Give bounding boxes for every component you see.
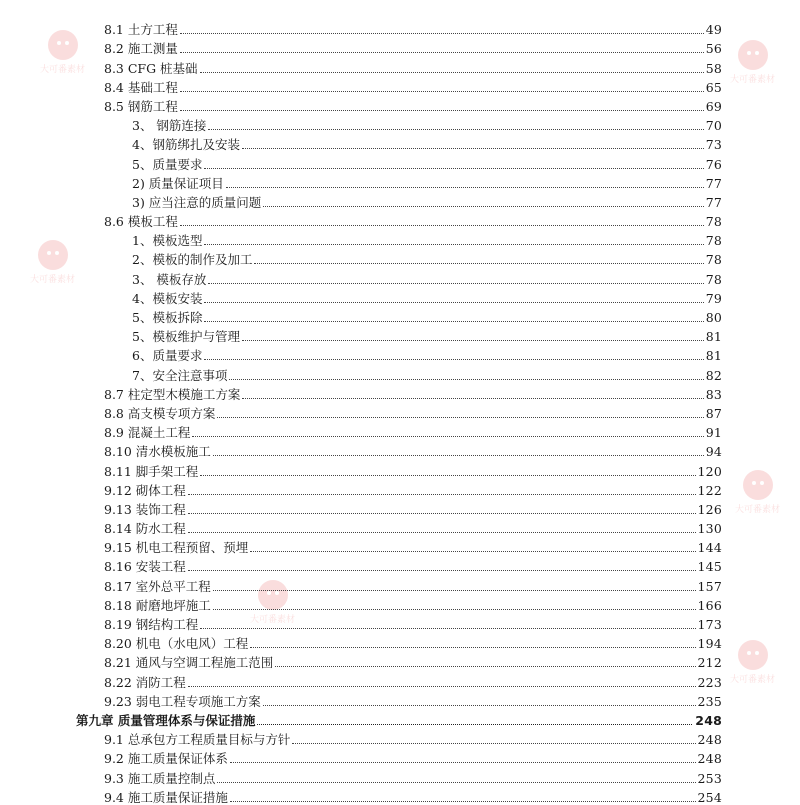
toc-entry[interactable] — [0, 76, 800, 95]
toc-dot-leader — [213, 455, 722, 456]
toc-entry[interactable] — [0, 18, 800, 37]
toc-dot-leader — [180, 225, 722, 226]
toc-dot-leader — [217, 782, 722, 783]
toc-entry[interactable] — [0, 766, 800, 785]
toc-page-number: 120 — [697, 463, 722, 479]
toc-dot-leader — [242, 398, 722, 399]
toc-dot-leader — [242, 148, 722, 149]
toc-page-number: 157 — [697, 578, 722, 594]
watermark-text: 大可番素材 — [30, 275, 76, 285]
toc-page-number: 78 — [705, 214, 722, 230]
toc-entry-label: 8.14 防水工程 — [104, 521, 186, 537]
toc-page-number: 73 — [705, 137, 722, 153]
toc-page-number: 78 — [705, 233, 722, 249]
toc-entry[interactable] — [0, 287, 800, 306]
toc-entry-label: 8.6 模板工程 — [104, 214, 178, 230]
toc-entry-label: 8.9 混凝土工程 — [104, 425, 191, 441]
toc-dot-leader — [200, 628, 722, 629]
toc-entry-label: 8.20 机电（水电风）工程 — [104, 636, 249, 652]
toc-entry[interactable] — [0, 152, 800, 171]
toc-entry[interactable] — [0, 402, 800, 421]
toc-entry[interactable] — [0, 574, 800, 593]
toc-entry[interactable] — [0, 306, 800, 325]
toc-page-number: 58 — [705, 60, 722, 76]
toc-dot-leader — [204, 321, 722, 322]
toc-entry-label: 9.1 总承包方工程质量目标与方针 — [104, 732, 291, 748]
toc-entry[interactable] — [0, 690, 800, 709]
toc-dot-leader — [230, 762, 722, 763]
toc-dot-leader — [217, 417, 722, 418]
toc-page-number: 122 — [697, 482, 722, 498]
toc-page-number: 79 — [705, 290, 722, 306]
toc-entry-label: 9.15 机电工程预留、预埋 — [104, 540, 249, 556]
toc-page-number: 94 — [705, 444, 722, 460]
toc-entry-label: 8.7 柱定型木模施工方案 — [104, 386, 241, 402]
toc-page-number: 145 — [697, 559, 722, 575]
toc-dot-leader — [230, 801, 722, 802]
toc-dot-leader — [226, 187, 722, 188]
toc-dot-leader — [188, 494, 722, 495]
toc-entry[interactable] — [0, 344, 800, 363]
toc-entry-label: 3、 模板存放 — [132, 271, 207, 287]
toc-dot-leader — [208, 129, 722, 130]
toc-dot-leader — [188, 532, 722, 533]
toc-page-number: 194 — [697, 636, 722, 652]
toc-entry-label: 8.18 耐磨地坪施工 — [104, 597, 211, 613]
toc-dot-leader — [250, 551, 722, 552]
toc-entry-label: 5、质量要求 — [132, 156, 203, 172]
toc-dot-leader — [180, 33, 722, 34]
toc-dot-leader — [192, 436, 722, 437]
watermark-text: 大可番素材 — [250, 615, 296, 625]
toc-dot-leader — [229, 379, 722, 380]
toc-page-number: 83 — [705, 386, 722, 402]
toc-dot-leader — [180, 52, 722, 53]
toc-page-number: 248 — [697, 732, 722, 748]
toc-entry-label: 9.12 砌体工程 — [104, 482, 186, 498]
toc-dot-leader — [263, 206, 722, 207]
toc-entry-label: 9.3 施工质量控制点 — [104, 770, 216, 786]
toc-entry[interactable] — [0, 56, 800, 75]
toc-entry[interactable] — [0, 133, 800, 152]
toc-page-number: 144 — [697, 540, 722, 556]
toc-entry[interactable] — [0, 229, 800, 248]
toc-page-number: 70 — [705, 118, 722, 134]
toc-entry[interactable] — [0, 651, 800, 670]
toc-entry-label: 8.3 CFG 桩基础 — [104, 60, 198, 76]
toc-dot-leader — [208, 283, 722, 284]
toc-page-number: 166 — [697, 597, 722, 613]
toc-page-number: 248 — [695, 712, 722, 728]
toc-entry-label: 8.17 室外总平工程 — [104, 578, 211, 594]
toc-page-number: 56 — [705, 41, 722, 57]
toc-entry[interactable] — [0, 555, 800, 574]
toc-page-number: 91 — [705, 425, 722, 441]
toc-dot-leader — [275, 666, 722, 667]
toc-entry-label: 8.2 施工测量 — [104, 41, 178, 57]
toc-page-number: 253 — [697, 770, 722, 786]
toc-entry-label: 3、 钢筋连接 — [132, 118, 207, 134]
toc-page-number: 173 — [697, 617, 722, 632]
toc-page-number: 69 — [705, 98, 722, 114]
toc-entry[interactable] — [0, 594, 800, 613]
toc-entry-label: 8.11 脚手架工程 — [104, 463, 199, 479]
toc-entry-label: 8.22 消防工程 — [104, 674, 186, 690]
toc-entry-label: 2、模板的制作及加工 — [132, 252, 253, 268]
toc-page-number: 76 — [705, 156, 722, 172]
toc-entry-label: 4、钢筋绑扎及安装 — [132, 137, 240, 153]
toc-entry[interactable] — [0, 479, 800, 498]
toc-entry-label: 4、模板安装 — [132, 290, 203, 306]
table-of-contents — [0, 18, 800, 805]
toc-entry-label: 8.4 基础工程 — [104, 79, 178, 95]
toc-page-number: 78 — [705, 252, 722, 268]
toc-entry-label: 8.10 清水模板施工 — [104, 444, 211, 460]
toc-dot-leader — [242, 340, 722, 341]
toc-page-number: 248 — [697, 751, 722, 767]
toc-dot-leader — [204, 244, 722, 245]
toc-page-number: 81 — [705, 329, 722, 345]
toc-dot-leader — [263, 705, 722, 706]
toc-entry-label: 9.23 弱电工程专项施工方案 — [104, 693, 261, 709]
toc-dot-leader — [250, 647, 722, 648]
toc-entry[interactable] — [0, 786, 800, 805]
toc-entry-label: 8.16 安装工程 — [104, 559, 186, 575]
toc-entry[interactable] — [0, 383, 800, 402]
toc-entry-label: 8.8 高支模专项方案 — [104, 405, 216, 421]
toc-entry-label: 9.13 装饰工程 — [104, 501, 186, 517]
toc-entry[interactable] — [0, 267, 800, 286]
toc-entry[interactable] — [0, 632, 800, 651]
toc-entry[interactable] — [0, 325, 800, 344]
toc-entry-label: 1、模板选型 — [132, 233, 203, 249]
toc-entry-label: 8.5 钢筋工程 — [104, 98, 178, 114]
watermark-text: 大可番素材 — [730, 75, 776, 85]
toc-entry[interactable] — [0, 37, 800, 56]
watermark-text: 大可番素材 — [40, 65, 86, 75]
toc-page-number: 126 — [697, 501, 722, 517]
toc-dot-leader — [213, 609, 722, 610]
toc-entry[interactable] — [0, 363, 800, 382]
toc-dot-leader — [292, 743, 722, 744]
toc-dot-leader — [254, 263, 722, 264]
toc-entry[interactable] — [0, 191, 800, 210]
toc-page-number: 81 — [705, 348, 722, 364]
toc-dot-leader — [204, 359, 722, 360]
toc-dot-leader — [188, 570, 722, 571]
toc-entry-label: 5、模板拆除 — [132, 310, 203, 325]
toc-entry[interactable] — [0, 536, 800, 555]
toc-dot-leader — [180, 91, 722, 92]
toc-chapter-entry[interactable] — [0, 709, 800, 728]
toc-page-number: 49 — [705, 22, 722, 38]
toc-page-number: 78 — [705, 271, 722, 287]
toc-entry[interactable] — [0, 440, 800, 459]
toc-dot-leader — [200, 72, 722, 73]
watermark-text: 大可番素材 — [735, 505, 781, 515]
toc-page-number: 77 — [705, 194, 722, 210]
toc-page-number: 80 — [705, 310, 722, 325]
toc-page-number: 223 — [697, 674, 722, 690]
toc-page-number: 254 — [697, 789, 722, 805]
toc-entry[interactable] — [0, 421, 800, 440]
toc-page-number: 77 — [705, 175, 722, 191]
toc-entry[interactable] — [0, 114, 800, 133]
toc-entry-label: 8.1 土方工程 — [104, 22, 178, 38]
toc-entry[interactable] — [0, 248, 800, 267]
toc-dot-leader — [257, 724, 722, 725]
toc-entry[interactable] — [0, 172, 800, 191]
toc-entry[interactable] — [0, 517, 800, 536]
toc-page-number: 82 — [705, 367, 722, 383]
toc-entry-label: 5、模板维护与管理 — [132, 329, 240, 345]
toc-dot-leader — [188, 686, 722, 687]
toc-entry-label: 3) 应当注意的质量问题 — [132, 194, 262, 210]
toc-dot-leader — [188, 513, 722, 514]
toc-entry[interactable] — [0, 459, 800, 478]
toc-page-number: 212 — [697, 655, 722, 671]
toc-page-number: 235 — [697, 693, 722, 709]
toc-dot-leader — [180, 110, 722, 111]
toc-entry-label: 8.19 钢结构工程 — [104, 617, 199, 632]
toc-entry[interactable] — [0, 728, 800, 747]
toc-dot-leader — [204, 302, 722, 303]
toc-page-number: 65 — [705, 79, 722, 95]
toc-dot-leader — [213, 590, 722, 591]
toc-page-number: 130 — [697, 521, 722, 537]
toc-dot-leader — [200, 475, 722, 476]
toc-entry[interactable] — [0, 613, 800, 632]
toc-entry[interactable] — [0, 498, 800, 517]
toc-entry[interactable] — [0, 95, 800, 114]
toc-entry-label: 6、质量要求 — [132, 348, 203, 364]
toc-entry-label: 第九章 质量管理体系与保证措施 — [76, 712, 256, 728]
toc-entry[interactable] — [0, 210, 800, 229]
toc-entry-label: 7、安全注意事项 — [132, 367, 228, 383]
toc-entry-label: 8.21 通风与空调工程施工范围 — [104, 655, 274, 671]
toc-entry[interactable] — [0, 670, 800, 689]
watermark-text: 大可番素材 — [730, 675, 776, 685]
toc-entry-label: 9.2 施工质量保证体系 — [104, 751, 228, 767]
toc-dot-leader — [204, 168, 722, 169]
toc-entry-label: 9.4 施工质量保证措施 — [104, 789, 228, 805]
toc-entry-label: 2) 质量保证项目 — [132, 175, 224, 191]
toc-page-number: 87 — [705, 405, 722, 421]
toc-entry[interactable] — [0, 747, 800, 766]
